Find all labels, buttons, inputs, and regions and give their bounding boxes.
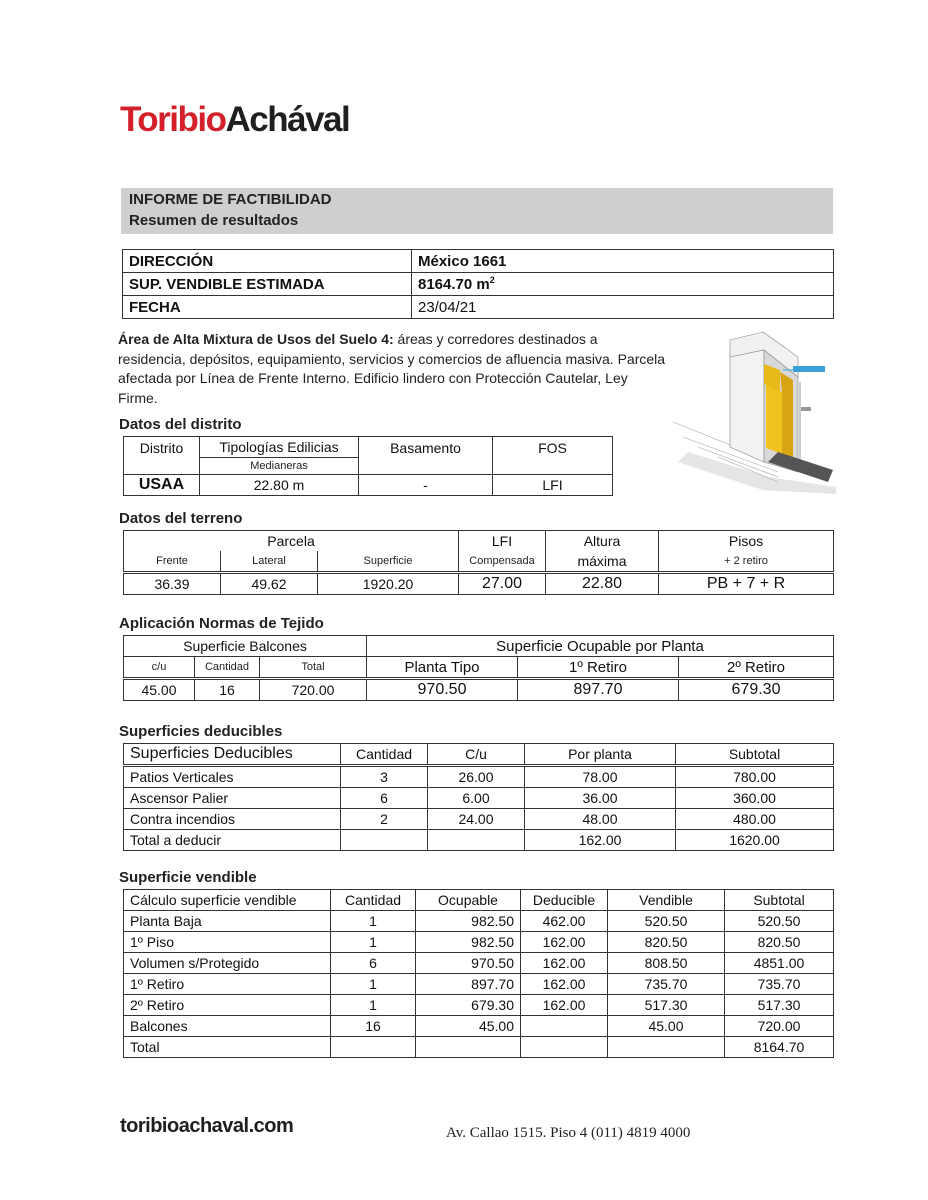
table-row [124,788,834,809]
table-row [124,1037,834,1058]
cell: 16 [331,1016,416,1037]
table-header: Vendible [608,890,725,911]
table-header: Subtotal [676,744,834,765]
cell: 780.00 [676,767,834,788]
cell [331,1037,416,1058]
table-row [124,995,834,1016]
cell [428,830,525,851]
property-summary-table [122,249,834,319]
cell: 820.50 [608,932,725,953]
cell: Balcones [124,1016,331,1037]
direccion-label: DIRECCIÓN [123,250,412,273]
distrito-table [123,436,613,496]
cell [341,830,428,851]
value-superficie: 1920.20 [318,574,459,595]
cell [521,1016,608,1037]
table-header: Por planta [525,744,676,765]
cell: 2 [341,809,428,830]
cell: 735.70 [608,974,725,995]
fecha-value: 23/04/21 [412,296,834,319]
header-distrito: Distrito [124,437,200,475]
cell: 45.00 [608,1016,725,1037]
cell: 517.30 [725,995,834,1016]
header-medianeras: Medianeras [200,458,359,475]
header-retiro: + 2 retiro [659,551,834,572]
table-header: Ocupable [416,890,521,911]
tejido-table [123,635,834,701]
cell: Total [124,1037,331,1058]
cell: 36.00 [525,788,676,809]
table-header: Cantidad [331,890,416,911]
table-header: Superficies Deducibles [124,744,341,765]
deducibles-table [123,743,834,851]
table-row [124,1016,834,1037]
cell: Patios Verticales [124,767,341,788]
cell: 48.00 [525,809,676,830]
value-distrito: USAA [124,475,200,496]
header-fos: FOS [493,437,613,475]
cell: Total a deducir [124,830,341,851]
cell [608,1037,725,1058]
cell: 735.70 [725,974,834,995]
report-subtitle: Resumen de resultados [129,212,299,229]
header-superficie: Superficie [318,551,459,572]
cell: 45.00 [416,1016,521,1037]
header-lateral: Lateral [221,551,318,572]
cell: 1620.00 [676,830,834,851]
report-title: INFORME DE FACTIBILIDAD [129,191,332,208]
header-maxima: máxima [546,551,659,572]
header-compensada: Compensada [459,551,546,572]
header-frente: Frente [124,551,221,572]
cell: 8164.70 [725,1037,834,1058]
cell: 24.00 [428,809,525,830]
cell: Planta Baja [124,911,331,932]
header-total: Total [260,657,367,678]
value-lateral: 49.62 [221,574,318,595]
header-ocupable: Superficie Ocupable por Planta [367,636,834,657]
value-cu: 45.00 [124,680,195,701]
terreno-table [123,530,834,595]
value-cantidad: 16 [195,680,260,701]
value-fos: LFI [493,475,613,496]
distrito-title: Datos del distrito [119,416,242,433]
header-tipologias: Tipologías Edilicias [200,437,359,458]
header-cantidad: Cantidad [195,657,260,678]
cell: 4851.00 [725,953,834,974]
cell: Ascensor Palier [124,788,341,809]
cell: 3 [341,767,428,788]
cell [416,1037,521,1058]
value-planta-tipo: 970.50 [367,680,518,701]
table-header: Cálculo superficie vendible [124,890,331,911]
cell: 6.00 [428,788,525,809]
cell: 162.00 [521,974,608,995]
zoning-description: Área de Alta Mixtura de Usos del Suelo 4: áreas y corredores destinados a residencia, depósitos, equipamiento, servicios y comercios de afluencia masiva. Parcela afectada por Línea de Frente Interno. Edificio lindero con Protección Cautelar, Ley Firme. [118,331,666,406]
cell: 162.00 [521,953,608,974]
fecha-label: FECHA [123,296,412,319]
cell: 517.30 [608,995,725,1016]
value-tipologias: 22.80 m [200,475,359,496]
header-pisos: Pisos [659,531,834,552]
header-planta-tipo: Planta Tipo [367,657,518,678]
header-balcones: Superficie Balcones [124,636,367,657]
value-lfi: 27.00 [459,574,546,595]
cell: 982.50 [416,911,521,932]
header-retiro2: 2º Retiro [679,657,834,678]
table-row [124,932,834,953]
cell: 360.00 [676,788,834,809]
cell: 720.00 [725,1016,834,1037]
header-parcela: Parcela [124,531,459,552]
value-pisos: PB + 7 + R [659,574,834,595]
sup-vendible-label: SUP. VENDIBLE ESTIMADA [123,273,412,296]
table-row [124,953,834,974]
cell: 1 [331,932,416,953]
cell: 520.50 [608,911,725,932]
value-frente: 36.39 [124,574,221,595]
building-diagram [668,322,836,494]
cell: 6 [341,788,428,809]
header-altura: Altura [546,531,659,552]
tejido-title: Aplicación Normas de Tejido [119,615,324,632]
vendible-table [123,889,834,1058]
cell: 1 [331,974,416,995]
cell: 78.00 [525,767,676,788]
cell: 1º Piso [124,932,331,953]
footer-address: Av. Callao 1515. Piso 4 (011) 4819 4000 [446,1125,691,1141]
deducibles-title: Superficies deducibles [119,723,283,740]
header-cu: c/u [124,657,195,678]
direccion-value: México 1661 [412,250,834,273]
cell: 2º Retiro [124,995,331,1016]
table-header: Cantidad [341,744,428,765]
value-retiro2: 679.30 [679,680,834,701]
table-header: C/u [428,744,525,765]
terreno-title: Datos del terreno [119,510,243,527]
table-header: Deducible [521,890,608,911]
cell: Contra incendios [124,809,341,830]
table-row [124,809,834,830]
table-row [124,830,834,851]
cell: Volumen s/Protegido [124,953,331,974]
cell: 462.00 [521,911,608,932]
table-row [124,974,834,995]
cell: 679.30 [416,995,521,1016]
cell: 1 [331,911,416,932]
cell: 982.50 [416,932,521,953]
cell: 808.50 [608,953,725,974]
company-logo: ToribioAchával [120,100,350,139]
cell: 1 [331,995,416,1016]
value-retiro1: 897.70 [518,680,679,701]
report-header [121,188,833,234]
value-total: 720.00 [260,680,367,701]
cell: 897.70 [416,974,521,995]
cell: 1º Retiro [124,974,331,995]
cell: 6 [331,953,416,974]
cell: 970.50 [416,953,521,974]
table-row [124,767,834,788]
cell: 162.00 [521,995,608,1016]
header-retiro1: 1º Retiro [518,657,679,678]
table-row [124,911,834,932]
cell: 162.00 [525,830,676,851]
sup-vendible-value: 8164.70 $m^2$ [412,273,834,296]
cell: 26.00 [428,767,525,788]
vendible-title: Superficie vendible [119,869,257,886]
header-basamento: Basamento [359,437,493,475]
value-altura: 22.80 [546,574,659,595]
header-lfi: LFI [459,531,546,552]
value-basamento: - [359,475,493,496]
cell: 162.00 [521,932,608,953]
cell: 520.50 [725,911,834,932]
cell [521,1037,608,1058]
table-header: Subtotal [725,890,834,911]
cell: 480.00 [676,809,834,830]
footer-website[interactable]: toribioachaval.com [120,1115,294,1137]
cell: 820.50 [725,932,834,953]
